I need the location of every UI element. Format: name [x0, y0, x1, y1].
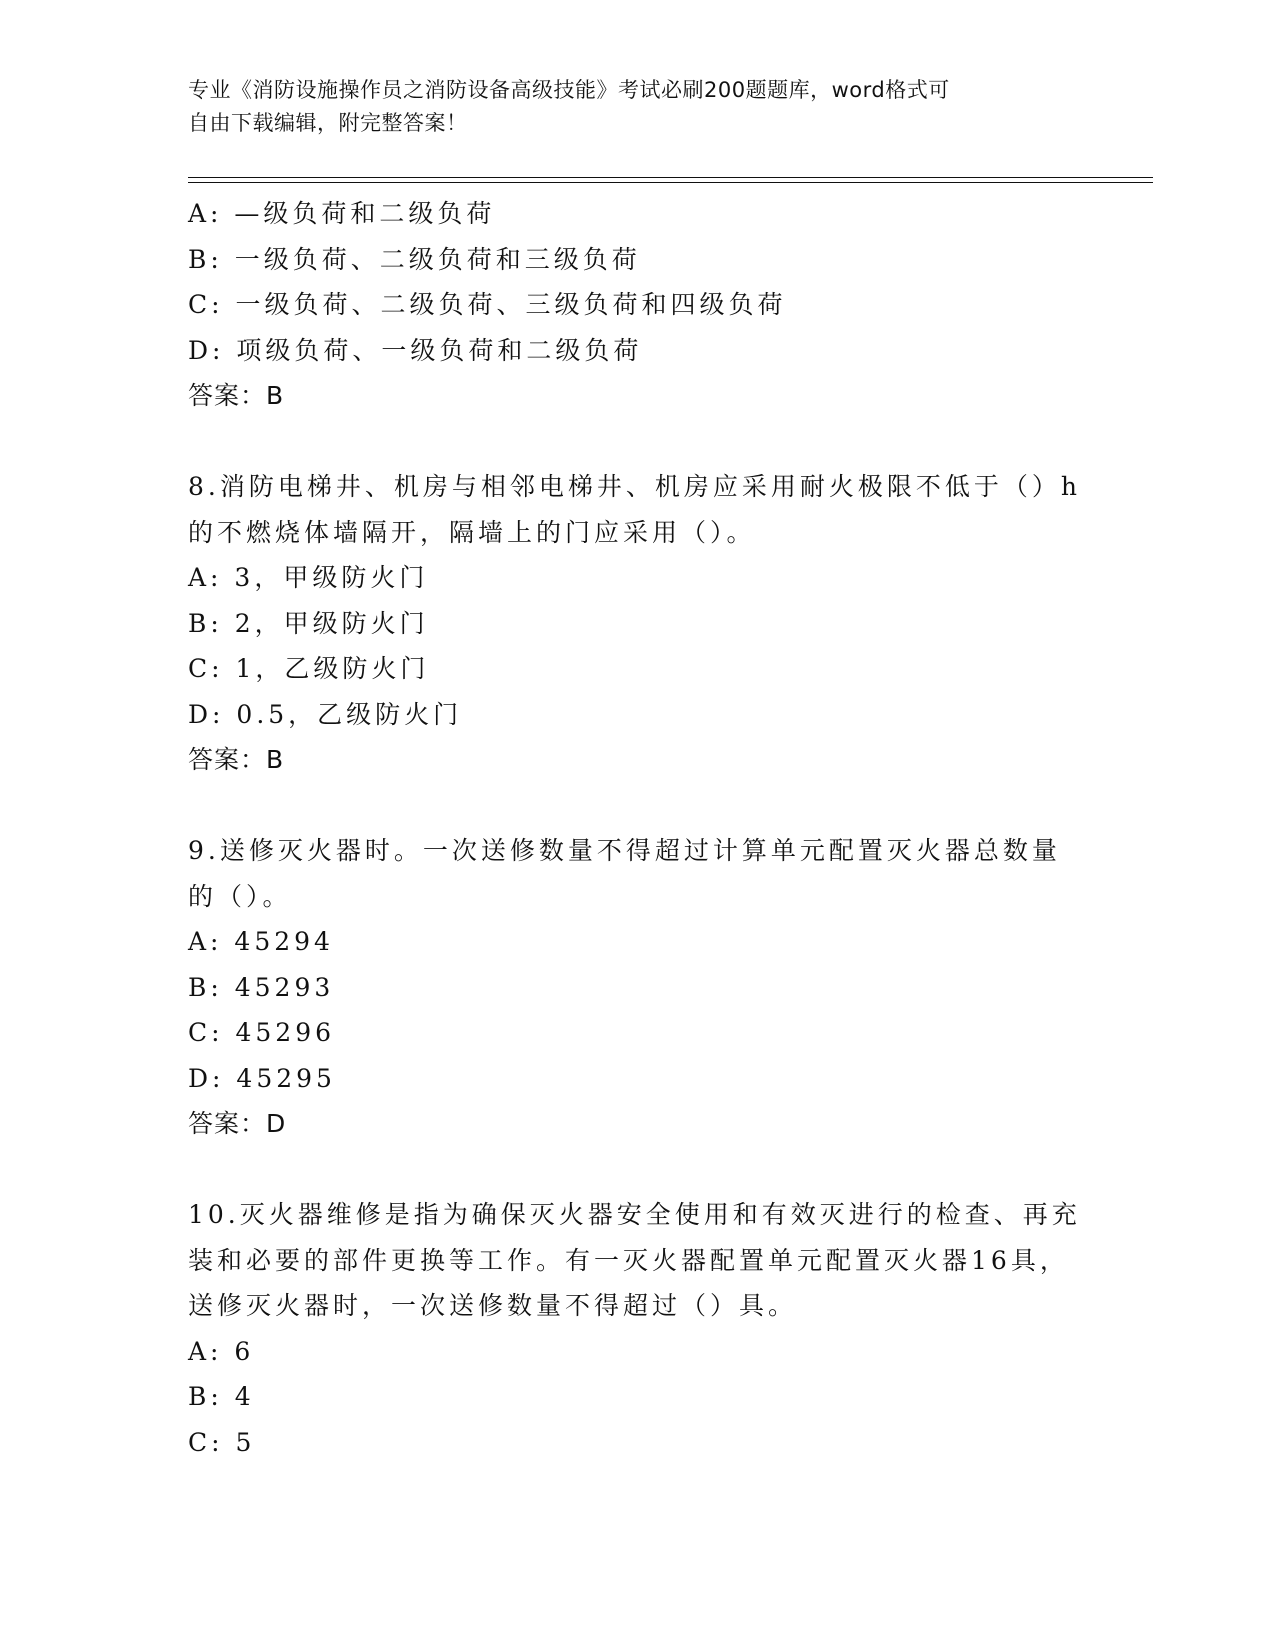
q8-option-a: A: 3，甲级防火门: [188, 563, 429, 592]
q9-text-line-2: 的（）。: [188, 881, 292, 911]
q7-option-a: A: —级负荷和二级负荷: [188, 199, 496, 228]
q7-answer: 答案：B: [188, 381, 285, 410]
q10-option-a: A: 6: [188, 1336, 255, 1366]
q9-text-line-1: 9.送修灭火器时。一次送修数量不得超过计算单元配置灭火器总数量: [188, 836, 1061, 865]
q10-option-b: B: 4: [188, 1382, 255, 1411]
question-9-block: [188, 828, 1088, 1147]
document-header: [188, 74, 1088, 140]
header-divider-bottom: [188, 182, 1153, 183]
question-10-block: [188, 1192, 1088, 1465]
spacer: [188, 783, 1088, 829]
question-8-block: [188, 464, 1088, 783]
q7-option-b: B: 一级负荷、二级负荷和三级负荷: [188, 244, 641, 274]
q9-option-c: C: 45296: [188, 1018, 336, 1047]
document-body: [188, 191, 1088, 1465]
q7-option-c: C: 一级负荷、二级负荷、三级负荷和四级负荷: [188, 290, 787, 319]
q8-option-d: D: 0.5，乙级防火门: [188, 699, 463, 729]
header-line-2: 自由下载编辑，附完整答案！: [188, 111, 468, 135]
spacer: [188, 1147, 1088, 1193]
question-7-block: [188, 191, 1088, 419]
q7-option-d: D: 项级负荷、一级负荷和二级负荷: [188, 335, 643, 365]
spacer: [188, 419, 1088, 465]
header-divider-top: [188, 177, 1153, 178]
q10-text-line-2: 装和必要的部件更换等工作。有一灭火器配置单元配置灭火器16具，: [188, 1245, 1069, 1275]
header-line-1: 专业《消防设施操作员之消防设备高级技能》考试必刷200题题库，word格式可: [188, 78, 950, 102]
q8-option-c: C: 1，乙级防火门: [188, 654, 430, 683]
q8-answer: 答案：B: [188, 745, 285, 774]
q8-option-b: B: 2，甲级防火门: [188, 608, 429, 638]
q9-option-a: A: 45294: [188, 927, 334, 956]
q10-option-c: C: 5: [188, 1427, 256, 1457]
q10-text-line-1: 10.灭火器维修是指为确保灭火器安全使用和有效灭进行的检查、再充: [188, 1200, 1081, 1229]
q10-text-line-3: 送修灭火器时，一次送修数量不得超过（）具。: [188, 1291, 798, 1320]
q9-option-b: B: 45293: [188, 972, 335, 1002]
q8-text-line-2: 的不燃烧体墙隔开，隔墙上的门应采用（）。: [188, 517, 756, 547]
q9-answer: 答案：D: [188, 1109, 287, 1138]
q9-option-d: D: 45295: [188, 1063, 336, 1093]
q8-text-line-1: 8.消防电梯井、机房与相邻电梯井、机房应采用耐火极限不低于（）h: [188, 472, 1081, 501]
